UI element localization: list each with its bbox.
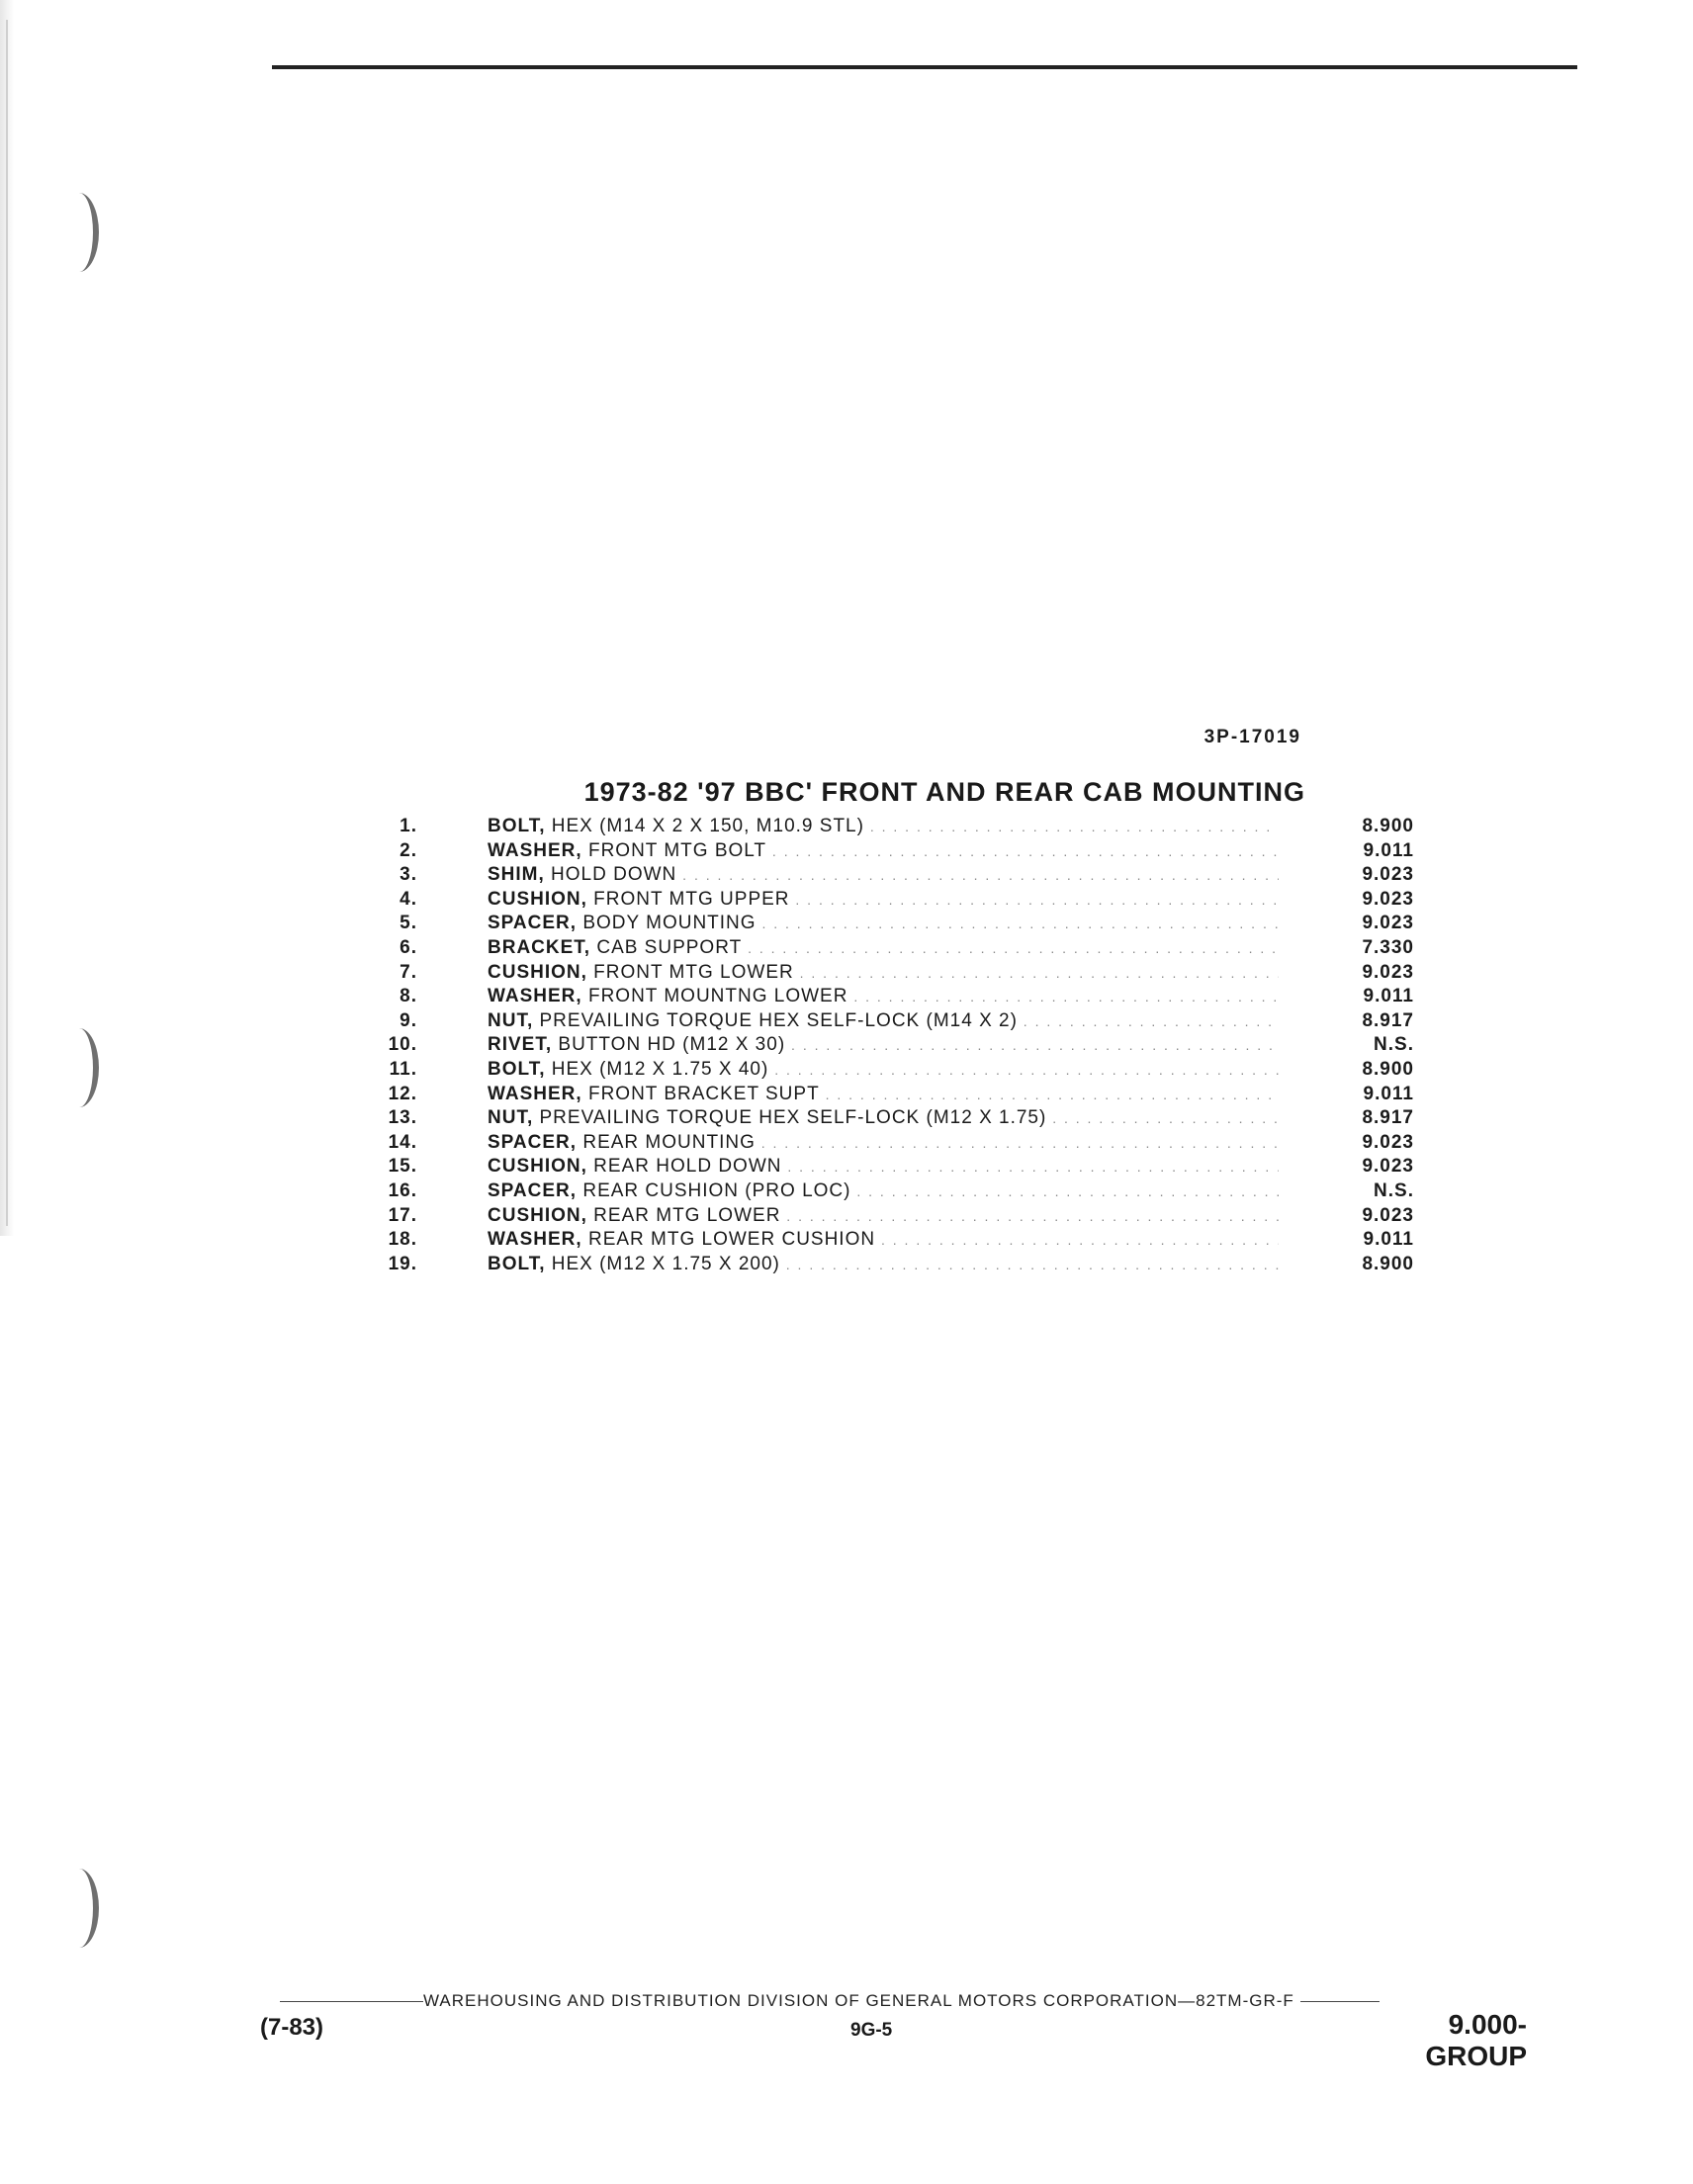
part-description <box>488 840 1279 862</box>
part-name: RIVET, <box>488 1034 553 1056</box>
part-row <box>366 1084 1414 1108</box>
part-number: 5. <box>400 913 417 934</box>
part-group-number: 8.900 <box>1362 816 1414 836</box>
part-name: SPACER, <box>488 1179 578 1201</box>
part-group-number: N.S. <box>1374 1034 1414 1056</box>
part-detail: FRONT MOUNTNG LOWER <box>581 986 848 1007</box>
part-name: BOLT, <box>488 1253 546 1274</box>
part-row <box>366 1059 1414 1084</box>
part-row <box>366 1229 1414 1254</box>
footer-page-number: 9G-5 <box>850 2020 893 2041</box>
part-number: 1. <box>400 816 417 836</box>
header-rule <box>272 65 1577 69</box>
part-name: NUT, <box>488 1107 534 1129</box>
footer-group: 9.000-GROUP <box>1425 2009 1527 2071</box>
part-row <box>366 840 1414 865</box>
part-name: CUSHION, <box>488 1156 587 1178</box>
part-description <box>488 1107 1279 1129</box>
part-row <box>366 1254 1414 1278</box>
part-number: 13. <box>388 1107 417 1129</box>
part-group-number: 8.917 <box>1362 1009 1414 1031</box>
part-description <box>488 816 1279 837</box>
part-description <box>488 1254 1279 1275</box>
part-row <box>366 816 1414 840</box>
part-number: 17. <box>388 1204 417 1226</box>
part-detail: BODY MOUNTING <box>577 913 757 934</box>
part-number: 19. <box>388 1253 417 1274</box>
footer-publisher-line <box>280 1991 1526 2011</box>
part-group-number: 9.023 <box>1362 888 1414 910</box>
part-number: 7. <box>400 961 417 983</box>
part-number: 6. <box>400 936 417 958</box>
figure-number: 3P-17019 <box>1203 727 1301 747</box>
part-detail: HEX (M12 X 1.75 X 200) <box>545 1253 780 1274</box>
part-detail: REAR HOLD DOWN <box>586 1156 782 1178</box>
part-description <box>488 864 1279 886</box>
part-detail: CAB SUPPORT <box>590 936 743 958</box>
part-description <box>488 1059 1279 1081</box>
part-row <box>366 937 1414 962</box>
part-detail: REAR MTG LOWER <box>586 1204 781 1226</box>
part-group-number: 9.011 <box>1363 986 1414 1007</box>
part-description <box>488 986 1279 1007</box>
part-description <box>488 962 1279 984</box>
part-number: 18. <box>388 1229 417 1251</box>
part-name: BOLT, <box>488 1058 546 1080</box>
part-name: SHIM, <box>488 864 545 886</box>
part-group-number: 8.900 <box>1362 1058 1414 1080</box>
part-description <box>488 1205 1279 1227</box>
part-detail: REAR MTG LOWER CUSHION <box>581 1229 876 1251</box>
part-group-number: 9.011 <box>1363 1229 1414 1251</box>
part-name: BRACKET, <box>488 936 591 958</box>
punch-hole-middle <box>59 1028 99 1107</box>
part-group-number: 8.900 <box>1362 1253 1414 1274</box>
part-row <box>366 1205 1414 1230</box>
part-group-number: 9.023 <box>1362 864 1414 886</box>
page-title: 1973-82 '97 BBC' FRONT AND REAR CAB MOUNTING <box>583 777 1305 807</box>
parts-list <box>366 816 1414 1277</box>
part-description <box>488 1010 1279 1032</box>
part-row <box>366 1010 1414 1035</box>
part-name: CUSHION, <box>488 1204 587 1226</box>
part-number: 8. <box>400 986 417 1007</box>
punch-hole-bottom <box>59 1869 99 1948</box>
part-name: WASHER, <box>488 1083 582 1104</box>
punch-hole-top <box>59 193 99 272</box>
part-name: NUT, <box>488 1009 534 1031</box>
part-row <box>366 1107 1414 1132</box>
footer-rule-left <box>280 2001 423 2002</box>
part-row <box>366 889 1414 914</box>
part-detail: PREVAILING TORQUE HEX SELF-LOCK (M12 X 1.75) <box>533 1107 1047 1129</box>
part-description <box>488 1180 1279 1202</box>
part-detail: FRONT MTG LOWER <box>586 961 794 983</box>
part-row <box>366 913 1414 937</box>
part-description <box>488 1229 1279 1251</box>
part-number: 9. <box>400 1009 417 1031</box>
part-description <box>488 1084 1279 1105</box>
part-detail: REAR MOUNTING <box>577 1131 756 1153</box>
part-detail: PREVAILING TORQUE HEX SELF-LOCK (M14 X 2) <box>533 1009 1018 1031</box>
part-row <box>366 864 1414 889</box>
part-number: 2. <box>400 839 417 861</box>
part-detail: HEX (M14 X 2 X 150, M10.9 STL) <box>545 816 864 836</box>
part-number: 12. <box>388 1083 417 1104</box>
part-group-number: 9.023 <box>1362 913 1414 934</box>
part-number: 16. <box>388 1179 417 1201</box>
part-name: WASHER, <box>488 986 582 1007</box>
part-group-number: 9.023 <box>1362 1156 1414 1178</box>
part-group-number: 9.023 <box>1362 1204 1414 1226</box>
part-description <box>488 1156 1279 1178</box>
binder-edge <box>0 0 14 1236</box>
part-number: 11. <box>389 1058 417 1080</box>
footer-publisher: WAREHOUSING AND DISTRIBUTION DIVISION OF GENERAL MOTORS CORPORATION—82TM-GR-F <box>423 1991 1294 2010</box>
part-detail: FRONT MTG UPPER <box>586 888 790 910</box>
part-number: 14. <box>388 1131 417 1153</box>
part-row <box>366 962 1414 987</box>
footer-rule-right <box>1300 2001 1380 2002</box>
part-group-number: 9.023 <box>1362 961 1414 983</box>
part-detail: HOLD DOWN <box>544 864 677 886</box>
part-description <box>488 937 1279 959</box>
part-description <box>488 1132 1279 1154</box>
part-detail: FRONT MTG BOLT <box>581 839 767 861</box>
part-number: 15. <box>388 1156 417 1178</box>
part-number: 4. <box>400 888 417 910</box>
part-group-number: 9.011 <box>1363 839 1414 861</box>
part-name: SPACER, <box>488 913 578 934</box>
part-detail: REAR CUSHION (PRO LOC) <box>577 1179 851 1201</box>
part-name: BOLT, <box>488 816 546 836</box>
part-description <box>488 1034 1279 1056</box>
part-name: CUSHION, <box>488 888 587 910</box>
part-group-number: 7.330 <box>1362 936 1414 958</box>
part-name: CUSHION, <box>488 961 587 983</box>
part-row <box>366 1034 1414 1059</box>
part-row <box>366 986 1414 1010</box>
part-group-number: 8.917 <box>1362 1107 1414 1129</box>
part-group-number: 9.011 <box>1363 1083 1414 1104</box>
part-name: WASHER, <box>488 839 582 861</box>
part-group-number: 9.023 <box>1362 1131 1414 1153</box>
part-description <box>488 889 1279 911</box>
part-detail: FRONT BRACKET SUPT <box>581 1083 820 1104</box>
part-detail: HEX (M12 X 1.75 X 40) <box>545 1058 769 1080</box>
part-name: SPACER, <box>488 1131 578 1153</box>
part-description <box>488 913 1279 934</box>
part-detail: BUTTON HD (M12 X 30) <box>552 1034 786 1056</box>
part-group-number: N.S. <box>1374 1179 1414 1201</box>
part-row <box>366 1156 1414 1180</box>
part-name: WASHER, <box>488 1229 582 1251</box>
footer-date: (7-83) <box>260 2014 324 2041</box>
part-row <box>366 1132 1414 1157</box>
part-number: 10. <box>388 1034 417 1056</box>
part-number: 3. <box>400 864 417 886</box>
part-row <box>366 1180 1414 1205</box>
